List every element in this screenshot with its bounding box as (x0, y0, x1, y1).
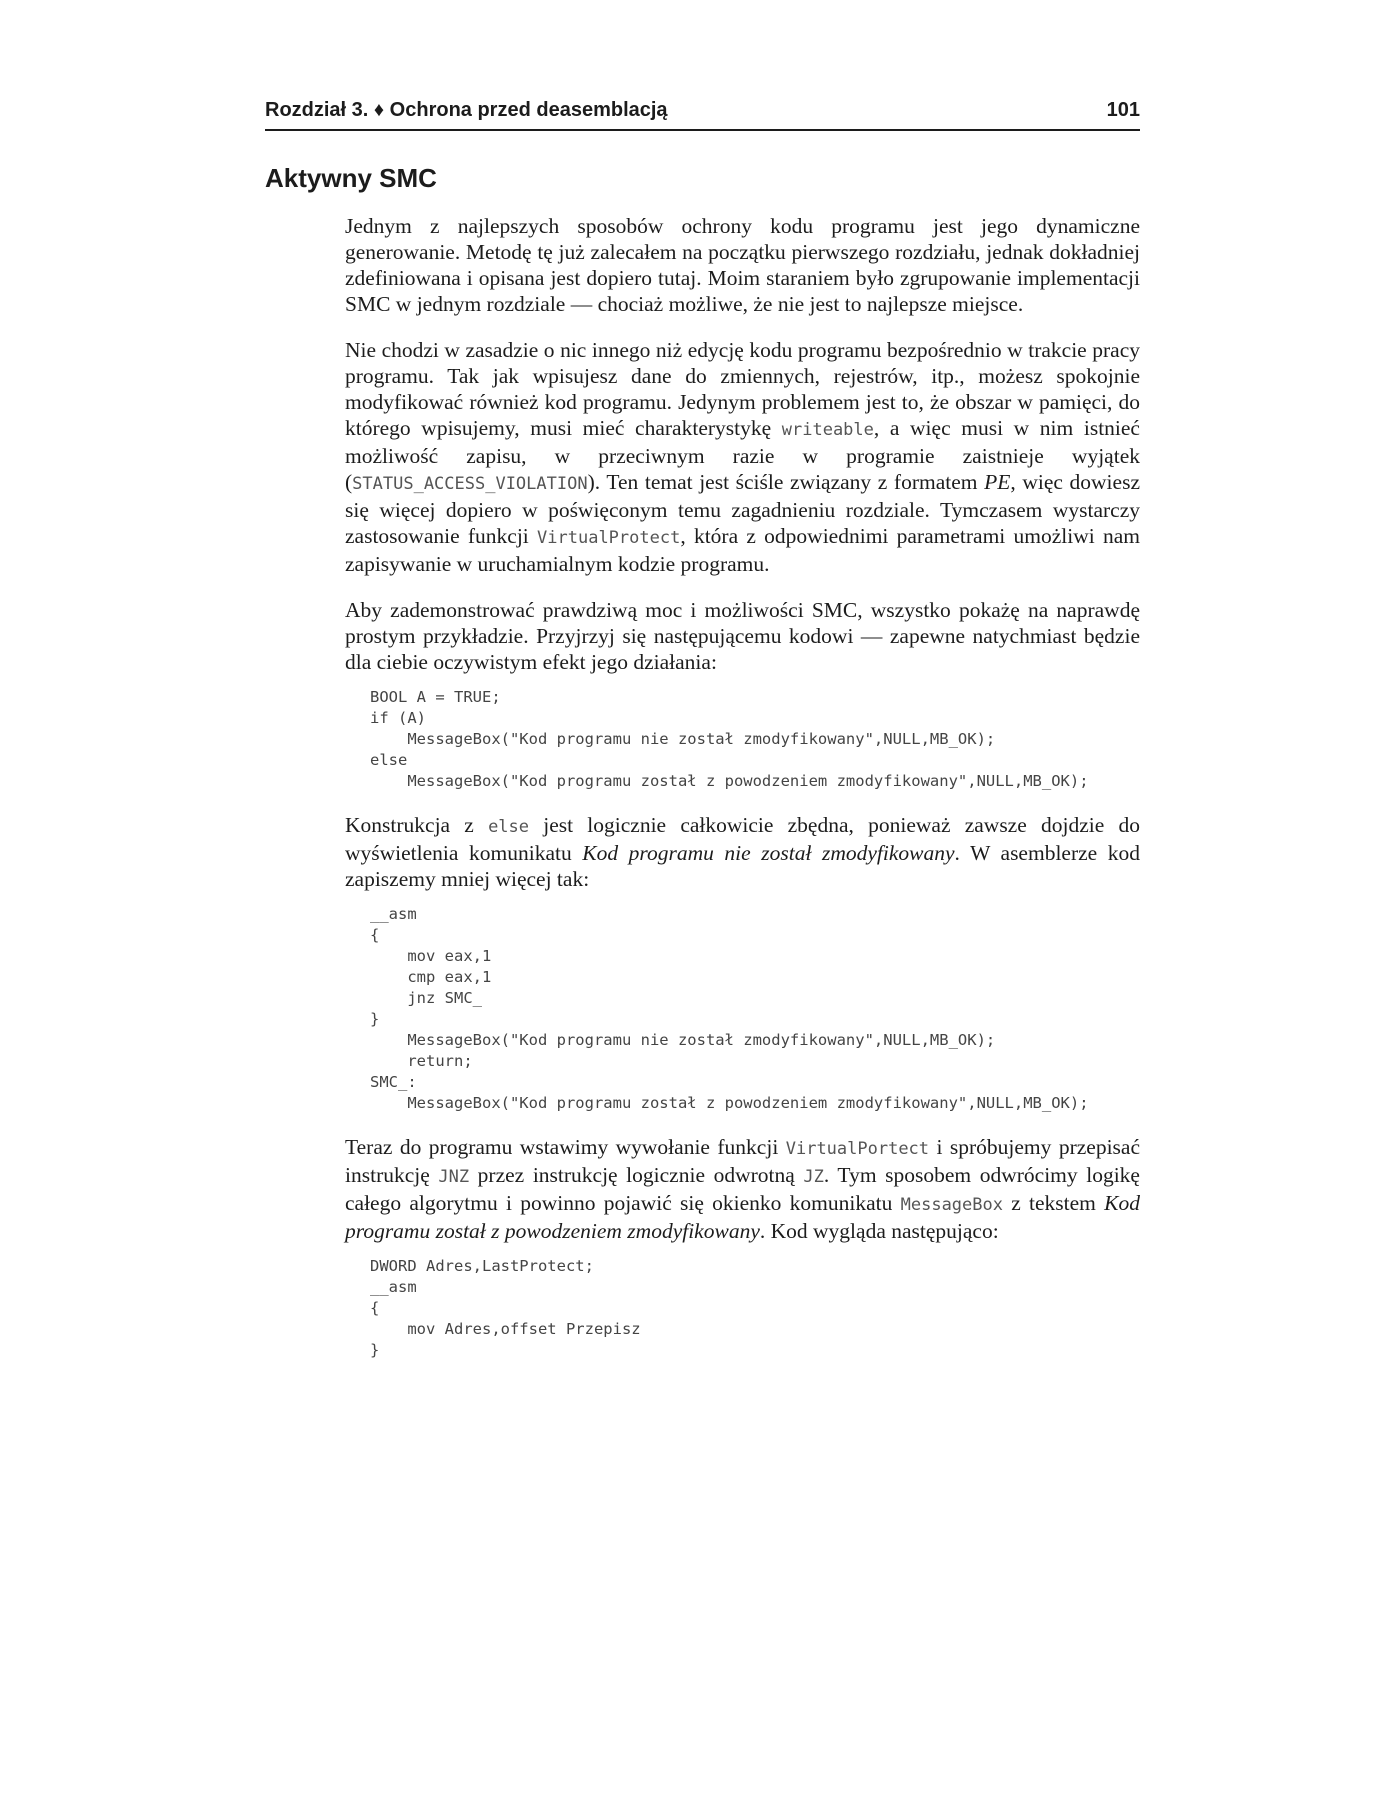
page-number: 101 (1106, 99, 1140, 121)
inline-code: STATUS_ACCESS_VIOLATION (352, 474, 588, 494)
inline-code: JZ (803, 1167, 824, 1187)
paragraph-smc-explanation (345, 337, 1140, 577)
text-run: Nie chodzi w zasadzie o nic innego niż edycję kodu programu bezpośrednio w trakcie pracy programu. Tak jak wpisujesz dane do zmiennych, rejestrów, itp., możesz spokojnie modyfikować również kod programu. Jedynym problemem jest to, że obszar w pamięci, do którego wpisujemy, musi mieć charakterystykę (345, 338, 1140, 440)
text-run: i spróbujemy przepisać instrukcję (345, 1135, 1140, 1187)
inline-code: VirtualPortect (785, 1139, 930, 1159)
inline-code: JNZ (438, 1167, 470, 1187)
paragraph-virtualprotect (345, 1134, 1140, 1244)
paragraph-else-explanation (345, 812, 1140, 892)
text-run: , a więc musi w nim istnieć możliwość zapisu, w przeciwnym razie w programie zaistnieje wyjątek ( (345, 416, 1140, 494)
text-run: . W asemblerze kod zapiszemy mniej więcej tak: (345, 841, 1141, 891)
text-run: jest logicznie całkowicie zbędna, ponieważ zawsze dojdzie do wyświetlenia komunikatu (345, 813, 1140, 865)
emphasis: Kod programu nie został zmodyfikowany (582, 841, 955, 865)
text-run: . Tym sposobem odwrócimy logikę całego algorytmu i powinno pojawić się okienko komunikatu (345, 1163, 1140, 1215)
text-run: ). Ten temat jest ściśle związany z formatem (587, 470, 985, 494)
running-header (265, 99, 1140, 131)
text-run: , która z odpowiednimi parametrami umożliwi nam zapisywanie w uruchamialnym kodzie programu. (345, 524, 1140, 576)
paragraph-intro: Jednym z najlepszych sposobów ochrony kodu programu jest jego dynamiczne generowanie. Metodę tę już zalecałem na początku pierwszego rozdziału, jednak dokładniej zdefiniowana i opisana jest dopiero tutaj. Moim staraniem było zgrupowanie implementacji SMC w jednym rozdziale — chociaż możliwe, że nie jest to najlepsze miejsce. (345, 214, 1140, 316)
inline-code: MessageBox (900, 1195, 1003, 1215)
code-listing-dword: DWORD Adres,LastProtect; __asm { mov Adres,offset Przepisz } (370, 1257, 641, 1359)
code-listing-asm: __asm { mov eax,1 cmp eax,1 jnz SMC_ } MessageBox("Kod programu nie został zmodyfikowany",NULL,MB_OK); return; SMC_: MessageBox("Kod programu został z powodzeniem zmodyfikowany",NULL,MB_OK); (370, 905, 1089, 1112)
text-run: . Kod wygląda następująco: (759, 1219, 999, 1243)
text-run: Konstrukcja z (345, 813, 489, 837)
text-run: przez instrukcję logicznie odwrotną (469, 1163, 804, 1187)
inline-code: else (488, 817, 530, 837)
text-run: z tekstem (1002, 1191, 1105, 1215)
inline-code: VirtualProtect (537, 528, 681, 548)
text-run: Teraz do programu wstawimy wywołanie funkcji (345, 1135, 786, 1159)
section-title: Aktywny SMC (265, 163, 437, 193)
code-listing-c: BOOL A = TRUE; if (A) MessageBox("Kod programu nie został zmodyfikowany",NULL,MB_OK); else MessageBox("Kod programu został z powodzeniem zmodyfikowany",NULL,MB_OK); (370, 688, 1089, 790)
inline-code: writeable (781, 420, 874, 440)
paragraph-demo-intro: Aby zademonstrować prawdziwą moc i możliwości SMC, wszystko pokażę na naprawdę prostym przykładzie. Przyjrzyj się następującemu kodowi — zapewne natychmiast będzie dla ciebie oczywistym efekt jego działania: (345, 598, 1140, 674)
chapter-title: Rozdział 3. ♦ Ochrona przed deasemblacją (265, 99, 668, 121)
body-text (345, 213, 1140, 1381)
emphasis: PE (984, 470, 1011, 494)
text-run: , więc dowiesz się więcej dopiero w poświęconym temu zagadnieniu rozdziale. Tymczasem wystarczy zastosowanie funkcji (345, 470, 1140, 548)
emphasis: Kod programu został z powodzeniem zmodyfikowany (345, 1191, 1140, 1243)
